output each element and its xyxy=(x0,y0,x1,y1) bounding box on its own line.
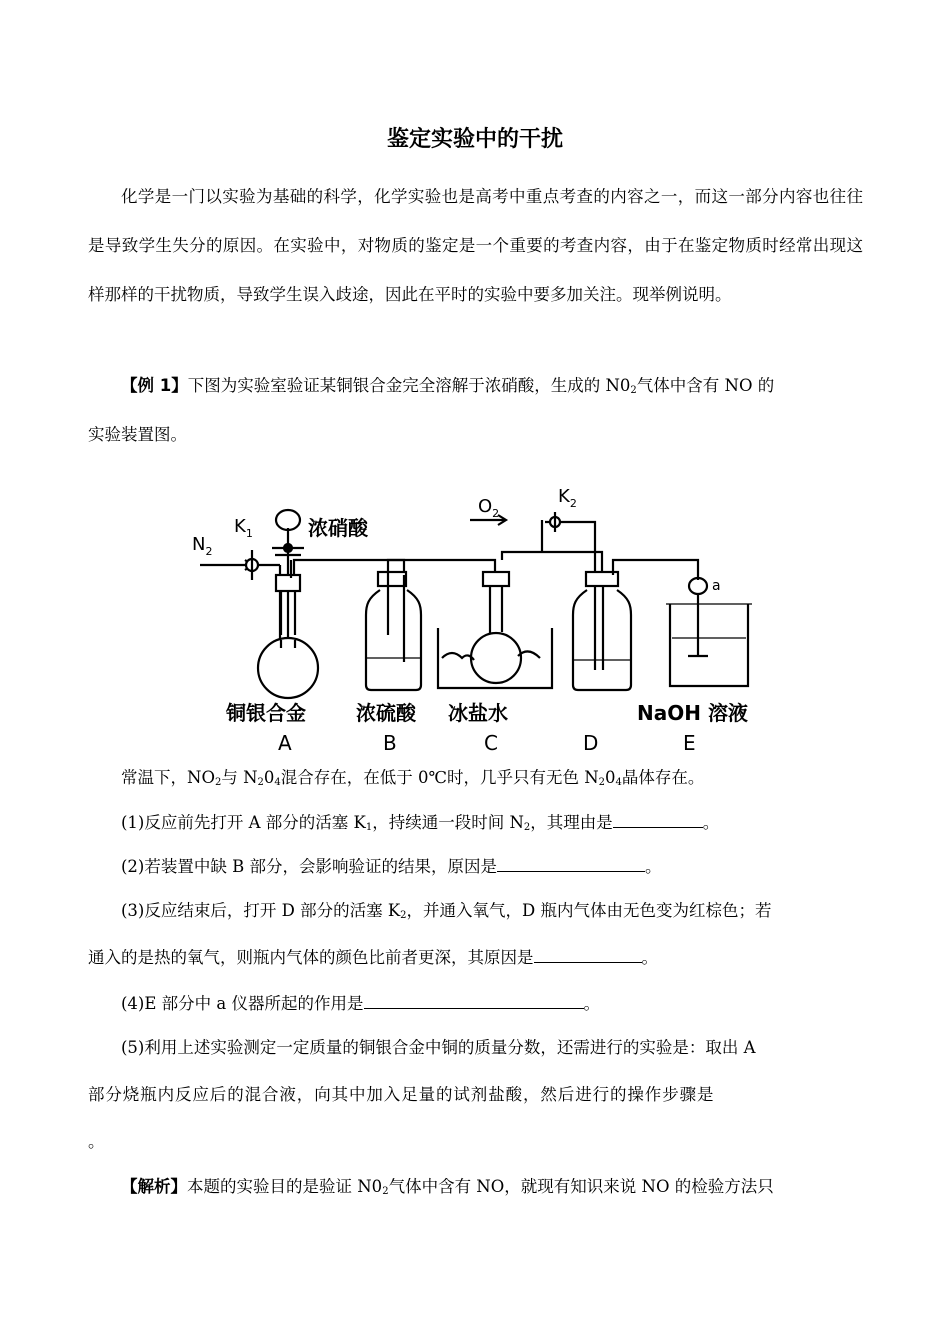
label-sulfuric-acid: 浓硫酸 xyxy=(356,701,416,725)
svg-text:O2: $O_2$ xyxy=(478,496,500,520)
label-naoh: NaOH 溶液 xyxy=(637,701,748,725)
label-a-instrument: a xyxy=(712,578,721,594)
page-title: 鉴定实验中的干扰 xyxy=(386,127,563,152)
analysis-line: 【解析】本题的实验目的是验证 $N0_2$气体中含有 NO，就现有知识来说 NO 的检验方法只 xyxy=(121,1177,774,1197)
intro-paragraph: 化学是一门以实验为基础的科学，化学实验也是高考中重点考查的内容之一，而这一部分内容也往往是导致学生失分的原因。在实验中，对物质的鉴定是一个重要的考查内容，由于在鉴定物质时经常出现这样那样的干扰物质，导致学生误入歧途，因此在平时的实验中要多加关注。现举例说明。 xyxy=(88,187,863,304)
letter-e: E xyxy=(683,731,696,755)
question-2: (2)若装置中缺 B 部分，会影响验证的结果，原因是 。 xyxy=(121,857,662,876)
letter-c: C xyxy=(484,731,498,755)
letter-b: B xyxy=(383,731,397,755)
question-5-line-3: 。 xyxy=(88,1132,105,1151)
example-line-1: 【例 1】下图为实验室验证某铜银合金完全溶解于浓硝酸，生成的 $N0_2$气体中含有 NO 的 xyxy=(121,376,775,396)
note-line: 常温下，$NO_2$与 $N_20_4$混合存在，在低于 0℃时，几乎只有无色 $N_20_4$晶体存在。 xyxy=(121,768,705,788)
example-line-2: 实验装置图。 xyxy=(88,425,187,444)
example-tag: 【例 1】 xyxy=(121,376,188,395)
question-4: (4)E 部分中 a 仪器所起的作用是 。 xyxy=(121,994,600,1013)
question-3-line-1: (3)反应结束后，打开 D 部分的活塞 $K_2$，并通入氧气，D 瓶内气体由无色变为红棕色；若 xyxy=(121,901,772,921)
answer-blank-4[interactable] xyxy=(364,992,584,1009)
svg-text:N2: $N_2$ xyxy=(192,534,213,558)
svg-text:K1: $K_1$ xyxy=(234,516,253,540)
question-3-line-2: 通入的是热的氧气，则瓶内气体的颜色比前者更深，其原因是 。 xyxy=(88,948,658,967)
answer-blank-1[interactable] xyxy=(613,811,703,828)
analysis-tag: 【解析】 xyxy=(121,1177,187,1196)
letter-a: A xyxy=(278,731,292,755)
label-alloy: 铜银合金 xyxy=(226,701,306,725)
question-5-line-2: 部分烧瓶内反应后的混合液，向其中加入足量的试剂盐酸，然后进行的操作步骤是 xyxy=(88,1085,715,1104)
apparatus-diagram xyxy=(190,480,770,760)
answer-blank-3[interactable] xyxy=(534,946,642,963)
label-ice-brine: 冰盐水 xyxy=(448,701,508,725)
question-1: (1)反应前先打开 A 部分的活塞 $K_1$，持续通一段时间 $N_2$，其理由是 。 xyxy=(121,813,720,833)
label-nitric-acid: 浓硝酸 xyxy=(308,516,368,540)
question-5-line-1: (5)利用上述实验测定一定质量的铜银合金中铜的质量分数，还需进行的实验是：取出 A xyxy=(121,1038,756,1057)
svg-text:K2: $K_2$ xyxy=(558,486,577,510)
answer-blank-2[interactable] xyxy=(497,855,645,872)
letter-d: D xyxy=(583,731,599,755)
